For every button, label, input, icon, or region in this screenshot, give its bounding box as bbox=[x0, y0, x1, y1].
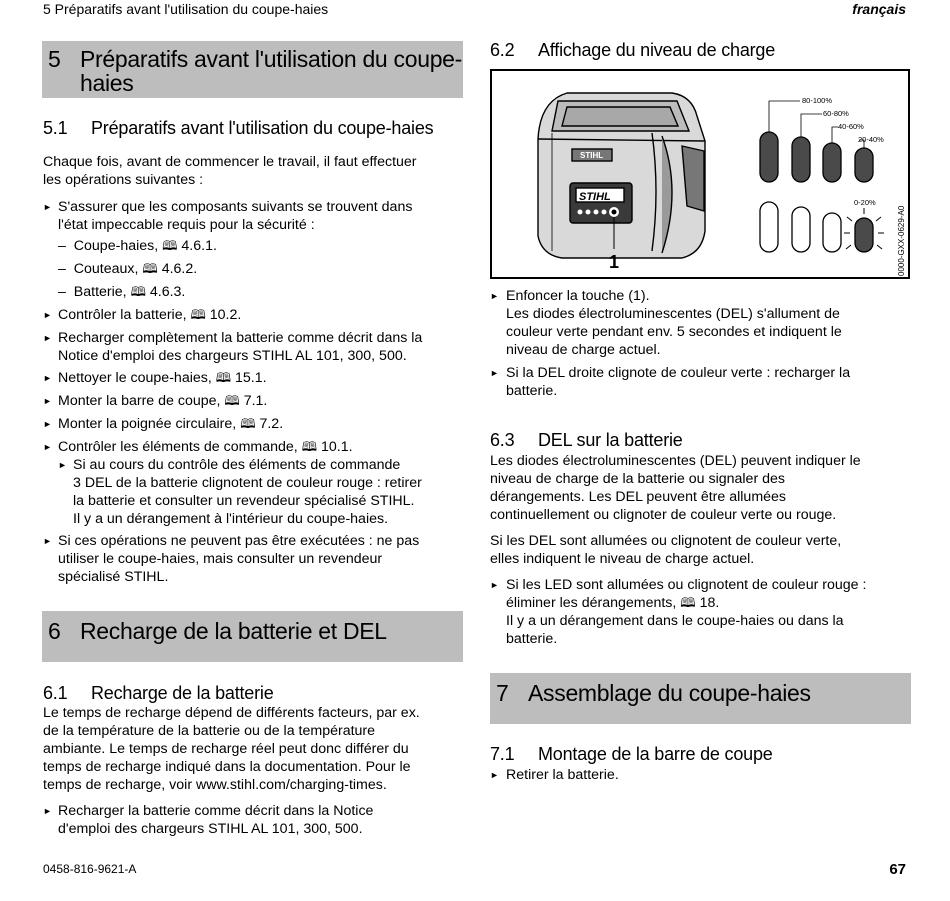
charging-time-paragraph: Le temps de recharge dépend de différents facteurs, par ex. de la température de la batterie ou de la température ambiante. Le temps de recharge réel peut donc différer du temps de recharge indiqué dans la documentation. Pour le temps de recharge, voir www.stihl.com/charging-times. bbox=[43, 705, 420, 793]
book-icon: 🕮 bbox=[224, 393, 240, 408]
led-indicators-lit bbox=[760, 132, 873, 182]
battery-icon bbox=[538, 93, 705, 258]
chapter-title: Assemblage du coupe-haies bbox=[528, 680, 811, 706]
subbullet-controls-fault: ► Si au cours du contrôle des éléments de commande 3 DEL de la batterie clignotent de couleur rouge : retirer la batterie et consulter un revendeur spécialisé STIHL. Il y a un dérangement à l'intérieur du coupe-haies. bbox=[58, 457, 422, 527]
bullet-arrow-icon: ► bbox=[490, 368, 499, 378]
header-chapter-title: 5 Préparatifs avant l'utilisation du coupe-haies bbox=[43, 1, 329, 17]
bullet-mount-handle: ► Monter la poignée circulaire, 🕮 7.2. bbox=[43, 416, 284, 432]
bullet-arrow-icon: ► bbox=[43, 442, 52, 452]
book-icon: 🕮 bbox=[215, 370, 232, 385]
section-7-1-heading bbox=[490, 744, 910, 764]
bullet-cannot-execute: ► Si ces opérations ne peuvent pas être exécutées : ne pas utiliser le coupe-haies, mais consulter un revendeur spécialisé STIHL. bbox=[43, 533, 420, 585]
led-indicators-unlit bbox=[760, 202, 873, 252]
brand-logo-panel: STIHL bbox=[579, 191, 611, 203]
brand-logo-top: STIHL bbox=[580, 151, 604, 160]
bullet-arrow-icon: ► bbox=[43, 333, 52, 343]
section-title: DEL sur la batterie bbox=[538, 430, 683, 450]
book-icon: 🕮 bbox=[162, 238, 178, 253]
section-6-3-heading bbox=[490, 430, 910, 450]
led-description-paragraph: Les diodes électroluminescentes (DEL) peuvent indiquer le niveau de charge de la batterie ou signaler des dérangements. Les DEL peuvent être allumées continuellement ou clignoter de couleur verte ou rouge. bbox=[490, 453, 861, 523]
section-5-1-heading bbox=[43, 118, 463, 138]
led-label-0-20: 0-20% bbox=[854, 198, 876, 207]
bullet-recharge-61: ► Recharger la batterie comme décrit dans la Notice d'emploi des chargeurs STIHL AL 101, 300, 500. bbox=[43, 803, 374, 837]
led-label-40-60: 40-60% bbox=[838, 122, 864, 131]
section-title: Préparatifs avant l'utilisation du coupe-haies bbox=[91, 118, 434, 138]
bullet-arrow-icon: ► bbox=[43, 396, 52, 406]
bullet-arrow-icon: ► bbox=[58, 460, 67, 470]
bullet-arrow-icon: ► bbox=[43, 373, 52, 383]
book-icon: 🕮 bbox=[240, 416, 256, 431]
book-icon: 🕮 bbox=[680, 595, 696, 610]
led-label-20-40: 20-40% bbox=[858, 135, 884, 144]
led-label-80-100: 80-100% bbox=[802, 96, 833, 105]
section-number: 6.3 bbox=[490, 430, 515, 450]
book-icon: 🕮 bbox=[301, 439, 318, 454]
footer-document-code: 0458-816-9621-A bbox=[43, 862, 137, 876]
bullet-red-led: ► Si les LED sont allumées ou clignotent de couleur rouge : éliminer les dérangements, 🕮 18. Il y a un dérangement dans le coupe-haies ou dans la batterie. bbox=[490, 577, 867, 647]
chapter-5-heading bbox=[42, 41, 463, 98]
chapter-number: 7 bbox=[496, 680, 509, 706]
section-number: 6.2 bbox=[490, 40, 515, 60]
charge-level-figure bbox=[490, 69, 910, 279]
chapter-number: 6 bbox=[48, 618, 61, 644]
footer-page-number: 67 bbox=[889, 861, 906, 878]
chapter-title: Préparatifs avant l'utilisation du coupe- bbox=[80, 46, 463, 72]
section-title: Affichage du niveau de charge bbox=[538, 40, 776, 60]
bullet-arrow-icon: ► bbox=[490, 770, 499, 780]
section-title: Montage de la barre de coupe bbox=[538, 744, 773, 764]
bullet-press-button: ► Enfoncer la touche (1). Les diodes électroluminescentes (DEL) s'allument de couleur verte pendant env. 5 secondes et indiquent le niveau de charge actuel. bbox=[490, 288, 842, 358]
bullet-recharge-battery: ► Recharger complètement la batterie comme décrit dans la Notice d'emploi des chargeurs STIHL AL 101, 300, 500. bbox=[43, 330, 423, 364]
bullet-check-battery: ► Contrôler la batterie, 🕮 10.2. bbox=[43, 307, 242, 323]
intro-paragraph: Chaque fois, avant de commencer le travail, il faut effectuer les opérations suivantes : bbox=[43, 154, 417, 188]
bullet-arrow-icon: ► bbox=[490, 291, 499, 301]
section-number: 6.1 bbox=[43, 683, 68, 703]
dash-battery: – Batterie, 🕮 4.6.3. bbox=[58, 284, 186, 300]
bullet-arrow-icon: ► bbox=[43, 419, 52, 429]
bullet-clean: ► Nettoyer le coupe-haies, 🕮 15.1. bbox=[43, 370, 267, 386]
bullet-check-components: ► S'assurer que les composants suivants se trouvent dans l'état impeccable requis pour la sécurité : bbox=[43, 199, 413, 233]
green-led-paragraph: Si les DEL sont allumées ou clignotent de couleur verte, elles indiquent le niveau de charge actuel. bbox=[490, 533, 842, 567]
bullet-arrow-icon: ► bbox=[490, 580, 499, 590]
section-6-2-heading bbox=[490, 40, 910, 60]
chapter-7-heading bbox=[490, 673, 911, 724]
chapter-number: 5 bbox=[48, 46, 61, 72]
bullet-arrow-icon: ► bbox=[43, 310, 52, 320]
callout-number: 1 bbox=[609, 252, 620, 272]
figure-code: 0000-GXX-0629-A0 bbox=[897, 205, 906, 276]
bullet-check-controls: ► Contrôler les éléments de commande, 🕮 10.1. bbox=[43, 439, 353, 455]
section-number: 5.1 bbox=[43, 118, 68, 138]
chapter-title-cont: haies bbox=[80, 70, 134, 96]
bullet-arrow-icon: ► bbox=[43, 202, 52, 212]
bullet-mount-bar: ► Monter la barre de coupe, 🕮 7.1. bbox=[43, 393, 268, 409]
dash-blades: – Couteaux, 🕮 4.6.2. bbox=[58, 261, 198, 277]
chapter-title: Recharge de la batterie et DEL bbox=[80, 618, 387, 644]
book-icon: 🕮 bbox=[142, 261, 158, 276]
bullet-arrow-icon: ► bbox=[43, 536, 52, 546]
header-language: français bbox=[852, 1, 906, 17]
book-icon: 🕮 bbox=[130, 284, 146, 299]
book-icon: 🕮 bbox=[190, 307, 206, 322]
chapter-6-heading bbox=[42, 611, 463, 662]
section-title: Recharge de la batterie bbox=[91, 683, 274, 703]
bullet-right-led-blinks: ► Si la DEL droite clignote de couleur verte : recharger la batterie. bbox=[490, 365, 851, 399]
dash-hedge-trimmer: – Coupe-haies, 🕮 4.6.1. bbox=[58, 238, 217, 254]
bullet-remove-battery: ► Retirer la batterie. bbox=[490, 767, 619, 783]
bullet-arrow-icon: ► bbox=[43, 806, 52, 816]
led-label-60-80: 60-80% bbox=[823, 109, 849, 118]
battery-illustration bbox=[492, 71, 908, 277]
section-6-1-heading bbox=[43, 683, 463, 703]
section-number: 7.1 bbox=[490, 744, 515, 764]
